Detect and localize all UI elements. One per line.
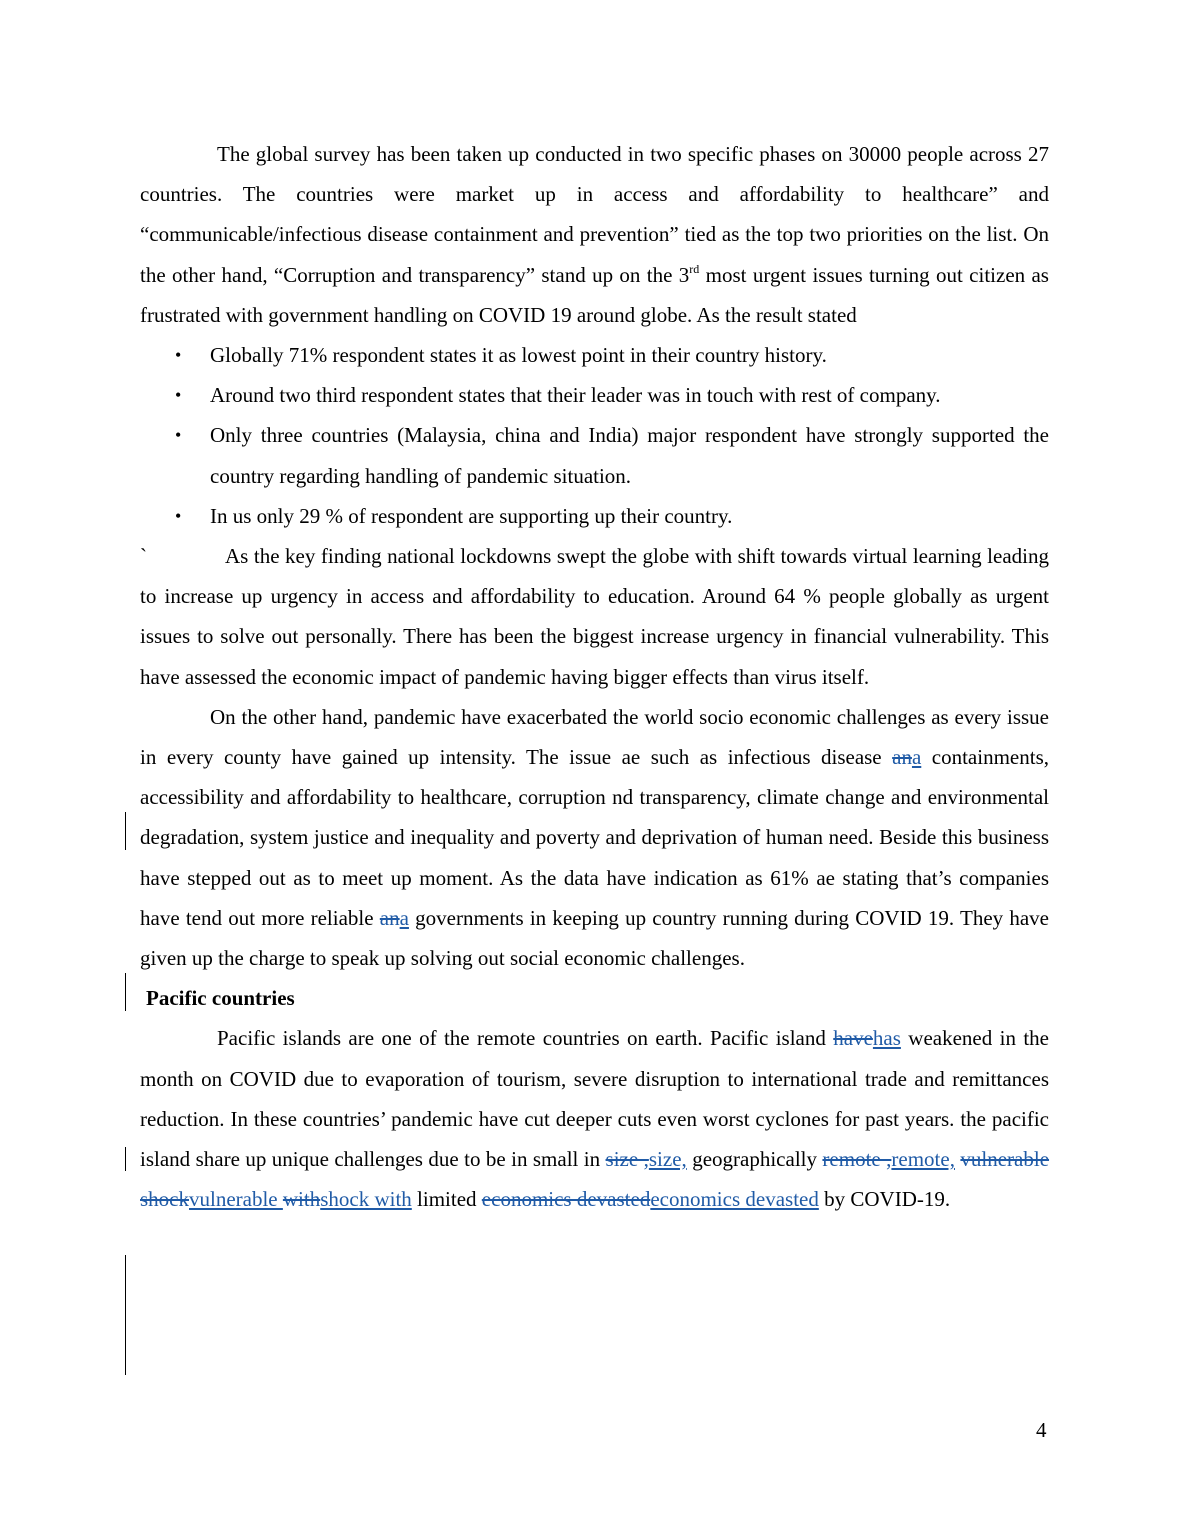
tracked-insertion: size, — [648, 1147, 687, 1172]
superscript: rd — [689, 261, 700, 276]
paragraph-pacific: Pacific islands are one of the remote countries on earth. Pacific island havehas weakened in the month on COVID due to evaporation of tourism, severe disruption to international trade and remittances reduction. In these countries’ pandemic have cut deeper cuts even worst cyclones for past years. the pacific island share up unique challenges due to be in small in size ,size, geographically remote ,remote, vulnerable shockvulnerable withshock with limited economics devastedeconomics devasted by COVID-19. — [140, 1026, 1050, 1212]
tracked-insertion: vulnerable — [189, 1187, 283, 1212]
change-bar — [125, 1255, 126, 1375]
tracked-insertion: has — [872, 1026, 901, 1051]
tracked-deletion: an — [892, 745, 912, 770]
change-bar — [125, 1147, 126, 1171]
bullet-icon: • — [175, 385, 182, 406]
tracked-deletion: with — [282, 1187, 321, 1212]
tracked-deletion: have — [833, 1026, 873, 1051]
paragraph-text: As the key finding national lockdowns swept the globe with shift towards virtual learning leading to increase up urgency in access and affordability to education. Around 64 % people globally as urgent issues to solve out personally. There has been the biggest increase urgency in financial vulnerability. This have assessed the economic impact of pandemic having bigger effects than virus itself. — [140, 544, 1049, 689]
tracked-deletion: remote , — [822, 1147, 892, 1172]
change-bar — [125, 812, 126, 850]
tracked-deletion: an — [379, 905, 400, 930]
paragraph-text: most urgent issues turning out citizen as frustrated with government handling on COVID 19 around globe. As the result stated — [140, 262, 1049, 327]
list-item: • Only three countries (Malaysia, china and India) major respondent have strongly supported the country regarding handling of pandemic situation. — [210, 415, 1049, 495]
stray-character: ` — [140, 544, 147, 569]
page-number: 4 — [1036, 1418, 1047, 1442]
document-page — [140, 134, 1049, 1219]
bullet-icon: • — [175, 345, 182, 366]
paragraph-exacerbated: On the other hand, pandemic have exacerbated the world socio economic challenges as every issue in every county have gained up intensity. The issue ae such as infectious disease ana containments, accessibility and affordability to healthcare, corruption nd transparency, climate change and environmental degradation, system justice and inequality and poverty and deprivation of human need. Beside this business have stepped out as to meet up moment. As the data have indication as 61% ae stating that’s companies have tend out more reliable ana governments in keeping up country running during COVID 19. They have given up the charge to speak up solving out social economic challenges. — [140, 704, 1049, 971]
bullet-icon: • — [175, 505, 182, 526]
paragraph-survey — [140, 134, 1049, 335]
tracked-deletion: economics devasted — [481, 1187, 651, 1212]
findings-list — [140, 335, 1049, 536]
paragraph-key-finding — [140, 536, 1049, 697]
tracked-insertion: remote, — [891, 1147, 955, 1172]
change-bar — [125, 973, 126, 1011]
list-item: • In us only 29 % of respondent are supporting up their country. — [210, 496, 1049, 536]
tracked-insertion: economics devasted — [650, 1187, 819, 1212]
paragraph-text: The global survey has been taken up conducted in two specific phases on 30000 people across 27 countries. The countries were market up in access and affordability to healthcare” and “communicable/infectious disease containment and prevention” tied as the top two priorities on the list. On the other hand, “Corruption and transparency” stand up on the 3 — [140, 142, 1049, 287]
tracked-insertion: shock with — [320, 1187, 412, 1212]
tracked-insertion: a — [911, 745, 922, 770]
list-item: • Around two third respondent states that their leader was in touch with rest of company. — [210, 375, 1049, 415]
tracked-insertion: a — [399, 905, 409, 930]
list-item: • Globally 71% respondent states it as lowest point in their country history. — [210, 335, 1049, 375]
tracked-deletion: vulnerable shock — [140, 1147, 1050, 1212]
tracked-deletion: size , — [605, 1147, 649, 1172]
bullet-icon: • — [175, 425, 182, 446]
section-heading: Pacific countries — [146, 986, 295, 1011]
